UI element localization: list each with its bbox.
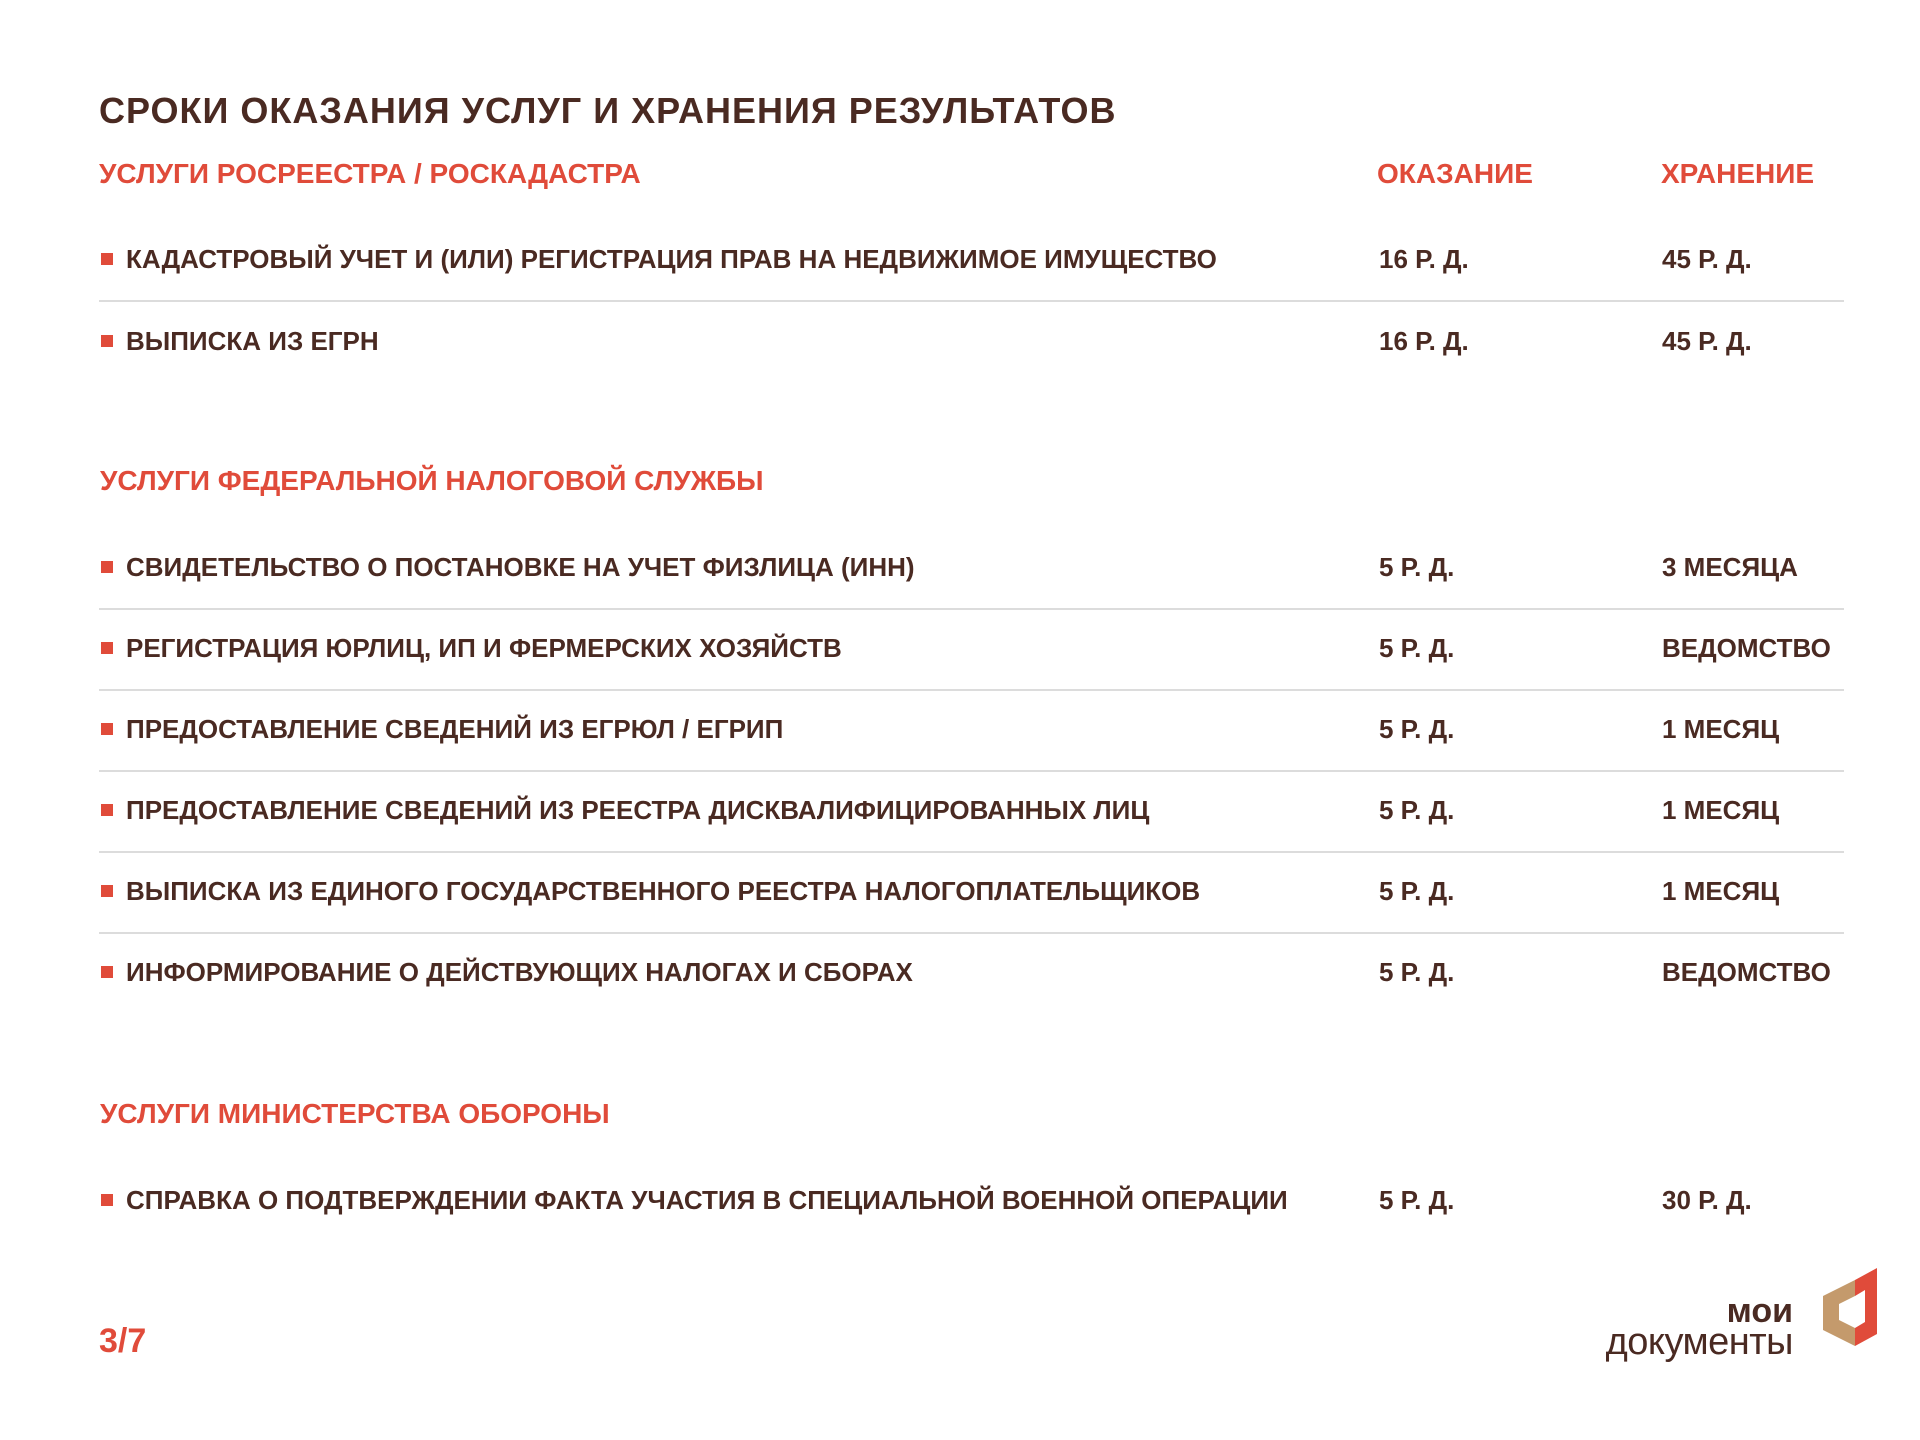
service-name: КАДАСТРОВЫЙ УЧЕТ И (ИЛИ) РЕГИСТРАЦИЯ ПРАВ НА НЕДВИЖИМОЕ ИМУЩЕСТВО: [126, 244, 1217, 274]
logo-text-line1: мои: [1726, 1292, 1793, 1330]
logo-text-line2: документы: [1605, 1321, 1793, 1363]
service-term: 5 Р. Д.: [1379, 876, 1455, 906]
column-header-service: УСЛУГИ РОСРЕЕСТРА / РОСКАДАСТРА: [99, 158, 641, 189]
service-storage: 45 Р. Д.: [1662, 326, 1752, 356]
table-row: [99, 611, 1844, 691]
service-storage: 1 МЕСЯЦ: [1662, 714, 1780, 744]
table-row: [99, 222, 1844, 302]
column-header-storage: ХРАНЕНИЕ: [1661, 158, 1815, 189]
bullet-icon: [101, 966, 113, 978]
bullet-icon: [101, 723, 113, 735]
bullet-icon: [101, 253, 113, 265]
section-heading-fns: УСЛУГИ ФЕДЕРАЛЬНОЙ НАЛОГОВОЙ СЛУЖБЫ: [100, 465, 764, 496]
service-name: СВИДЕТЕЛЬСТВО О ПОСТАНОВКЕ НА УЧЕТ ФИЗЛИЦА (ИНН): [126, 552, 915, 582]
service-term: 5 Р. Д.: [1379, 795, 1455, 825]
service-name: ВЫПИСКА ИЗ ЕГРН: [126, 326, 379, 356]
table-row: [99, 773, 1844, 853]
service-name: ПРЕДОСТАВЛЕНИЕ СВЕДЕНИЙ ИЗ РЕЕСТРА ДИСКВАЛИФИЦИРОВАННЫХ ЛИЦ: [126, 795, 1150, 825]
service-term: 5 Р. Д.: [1379, 957, 1455, 987]
service-storage: 45 Р. Д.: [1662, 244, 1752, 274]
logo-mark-icon: [1815, 1268, 1885, 1358]
service-term: 16 Р. Д.: [1379, 326, 1469, 356]
service-storage: 30 Р. Д.: [1662, 1185, 1752, 1215]
page-number: 3/7: [99, 1322, 147, 1360]
page-title: СРОКИ ОКАЗАНИЯ УСЛУГ И ХРАНЕНИЯ РЕЗУЛЬТАТОВ: [99, 90, 1117, 131]
bullet-icon: [101, 1194, 113, 1206]
service-term: 5 Р. Д.: [1379, 633, 1455, 663]
bullet-icon: [101, 335, 113, 347]
table-row: [99, 935, 1844, 1015]
service-term: 5 Р. Д.: [1379, 1185, 1455, 1215]
bullet-icon: [101, 885, 113, 897]
service-term: 5 Р. Д.: [1379, 552, 1455, 582]
service-storage: ВЕДОМСТВО: [1662, 633, 1831, 663]
bullet-icon: [101, 642, 113, 654]
service-storage: ВЕДОМСТВО: [1662, 957, 1831, 987]
table-row: [99, 854, 1844, 934]
service-storage: 1 МЕСЯЦ: [1662, 876, 1780, 906]
service-name: СПРАВКА О ПОДТВЕРЖДЕНИИ ФАКТА УЧАСТИЯ В СПЕЦИАЛЬНОЙ ВОЕННОЙ ОПЕРАЦИИ: [126, 1185, 1288, 1215]
table-row: [99, 692, 1844, 772]
service-name: РЕГИСТРАЦИЯ ЮРЛИЦ, ИП И ФЕРМЕРСКИХ ХОЗЯЙСТВ: [126, 633, 842, 663]
table-row: [99, 304, 1844, 384]
service-name: ИНФОРМИРОВАНИЕ О ДЕЙСТВУЮЩИХ НАЛОГАХ И СБОРАХ: [126, 957, 913, 987]
service-term: 5 Р. Д.: [1379, 714, 1455, 744]
service-term: 16 Р. Д.: [1379, 244, 1469, 274]
table-row: [99, 1163, 1844, 1243]
service-storage: 3 МЕСЯЦА: [1662, 552, 1798, 582]
section-heading-defence: УСЛУГИ МИНИСТЕРСТВА ОБОРОНЫ: [100, 1098, 610, 1129]
service-name: ВЫПИСКА ИЗ ЕДИНОГО ГОСУДАРСТВЕННОГО РЕЕСТРА НАЛОГОПЛАТЕЛЬЩИКОВ: [126, 876, 1201, 906]
column-header-term: ОКАЗАНИЕ: [1377, 158, 1533, 189]
service-storage: 1 МЕСЯЦ: [1662, 795, 1780, 825]
table-row: [99, 530, 1844, 610]
bullet-icon: [101, 561, 113, 573]
service-name: ПРЕДОСТАВЛЕНИЕ СВЕДЕНИЙ ИЗ ЕГРЮЛ / ЕГРИП: [126, 714, 784, 744]
moi-dokumenty-logo: [1555, 1268, 1885, 1368]
bullet-icon: [101, 804, 113, 816]
